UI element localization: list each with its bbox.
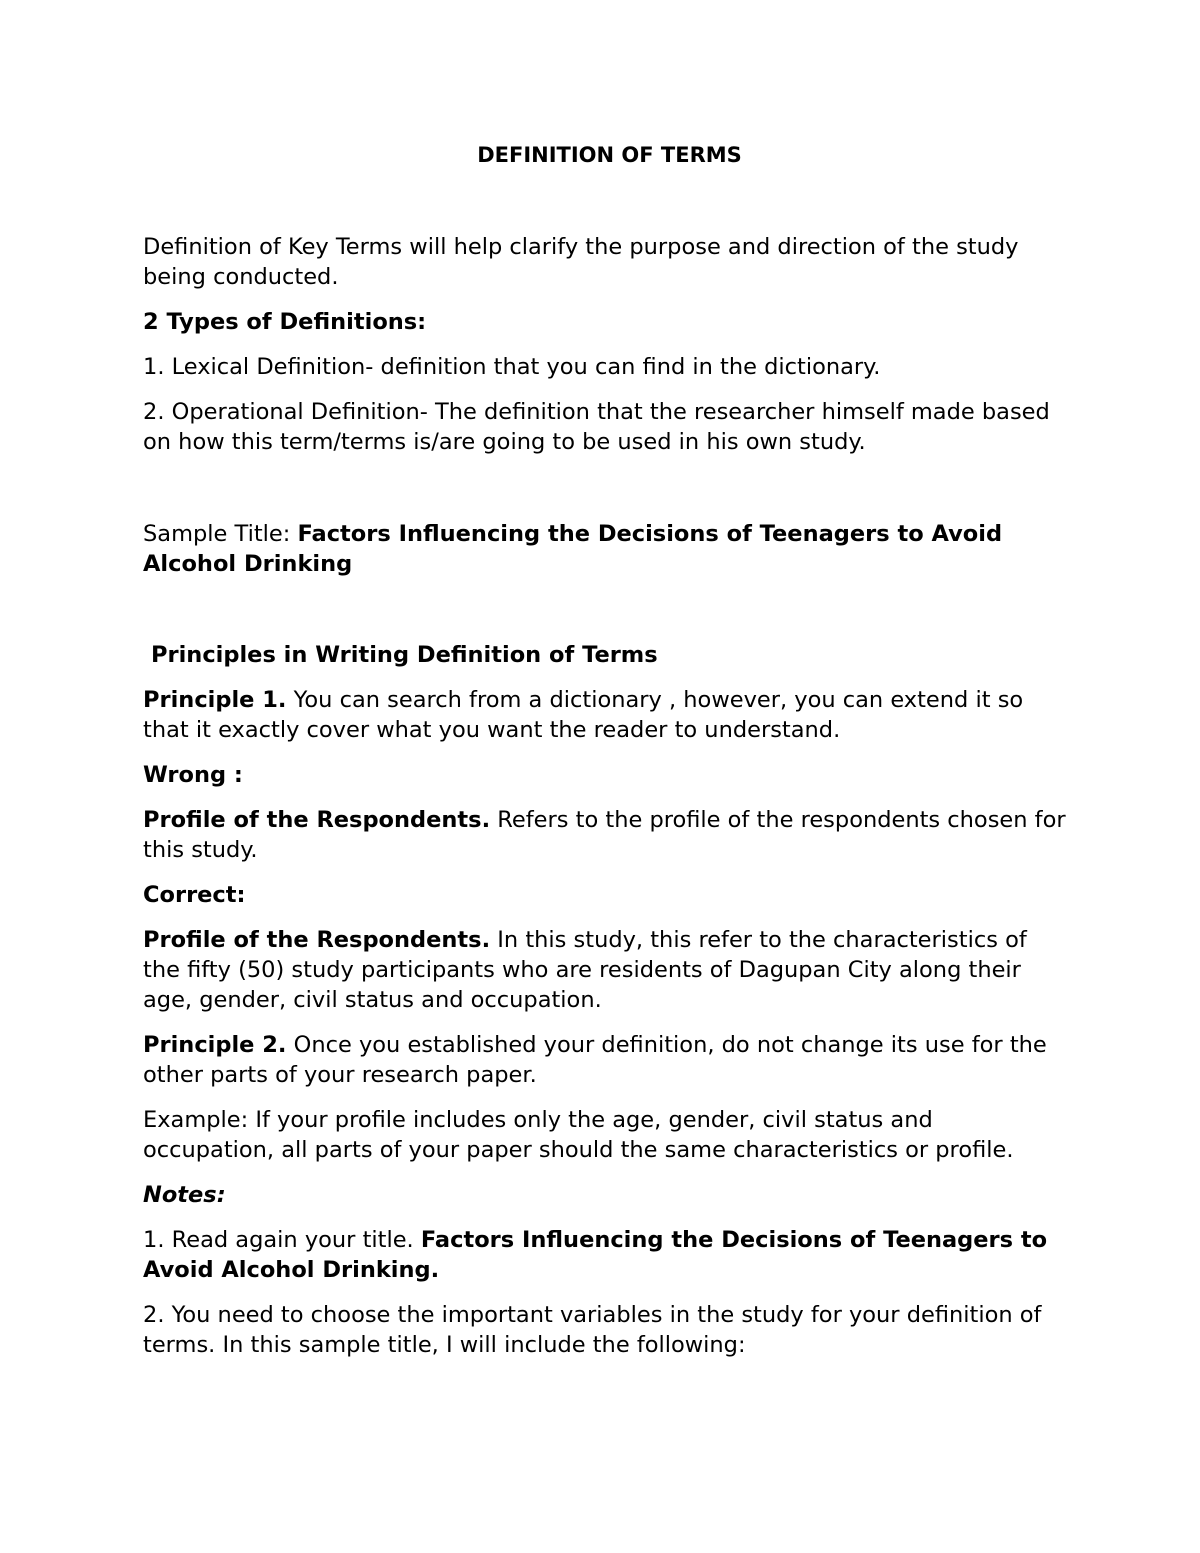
principle-2-paragraph (143, 1030, 1068, 1090)
sample-title-text: Factors Influencing the Decisions of Teenagers to Avoid Alcohol Drinking (143, 521, 1003, 577)
correct-example-term: Profile of the Respondents. (143, 927, 491, 953)
correct-label: Correct: (143, 882, 246, 908)
types-heading: 2 Types of Definitions: (143, 309, 427, 335)
principle-2-label: Principle 2. (143, 1032, 287, 1058)
intro-paragraph: Definition of Key Terms will help clarify the purpose and direction of the study being conducted. (143, 234, 1019, 290)
note-1-paragraph (143, 1225, 1068, 1285)
document-page (143, 140, 1068, 1375)
sample-title-label: Sample Title: (143, 521, 298, 547)
principle-1-label: Principle 1. (143, 687, 287, 713)
principle-1-paragraph (143, 685, 1068, 745)
type-2-item: 2. Operational Definition- The definition that the researcher himself made based on how this term/terms is/are going to be used in his own study. (143, 399, 1050, 455)
correct-example-text: In this study, this refer to the characteristics of the fifty (50) study participants who are residents of Dagupan City along their age, gender, civil status and occupation. (143, 927, 1027, 1013)
principle-1-text: You can search from a dictionary , however, you can extend it so that it exactly cover what you want the reader to understand. (143, 687, 1024, 743)
wrong-example-term: Profile of the Respondents. (143, 807, 491, 833)
wrong-example-text: Refers to the profile of the respondents chosen for this study. (143, 807, 1066, 863)
sample-title-paragraph (143, 519, 1068, 579)
note-1-title: Factors Influencing the Decisions of Teenagers to Avoid Alcohol Drinking. (143, 1227, 1048, 1283)
wrong-label: Wrong : (143, 762, 243, 788)
note-1-prefix: 1. Read again your title. (143, 1227, 421, 1253)
principle-2-text: Once you established your definition, do not change its use for the other parts of your research paper. (143, 1032, 1047, 1088)
document-title: DEFINITION OF TERMS (477, 143, 742, 167)
notes-label: Notes: (143, 1182, 226, 1208)
principles-heading: Principles in Writing Definition of Terms (151, 642, 658, 668)
note-2-paragraph: 2. You need to choose the important variables in the study for your definition of terms. In this sample title, I will include the following: (143, 1302, 1042, 1358)
example-paragraph: Example: If your profile includes only the age, gender, civil status and occupation, all parts of your paper should the same characteristics or profile. (143, 1107, 1014, 1163)
wrong-example-paragraph (143, 805, 1068, 865)
correct-example-paragraph (143, 925, 1068, 1015)
type-1-item: 1. Lexical Definition- definition that you can find in the dictionary. (143, 354, 881, 380)
